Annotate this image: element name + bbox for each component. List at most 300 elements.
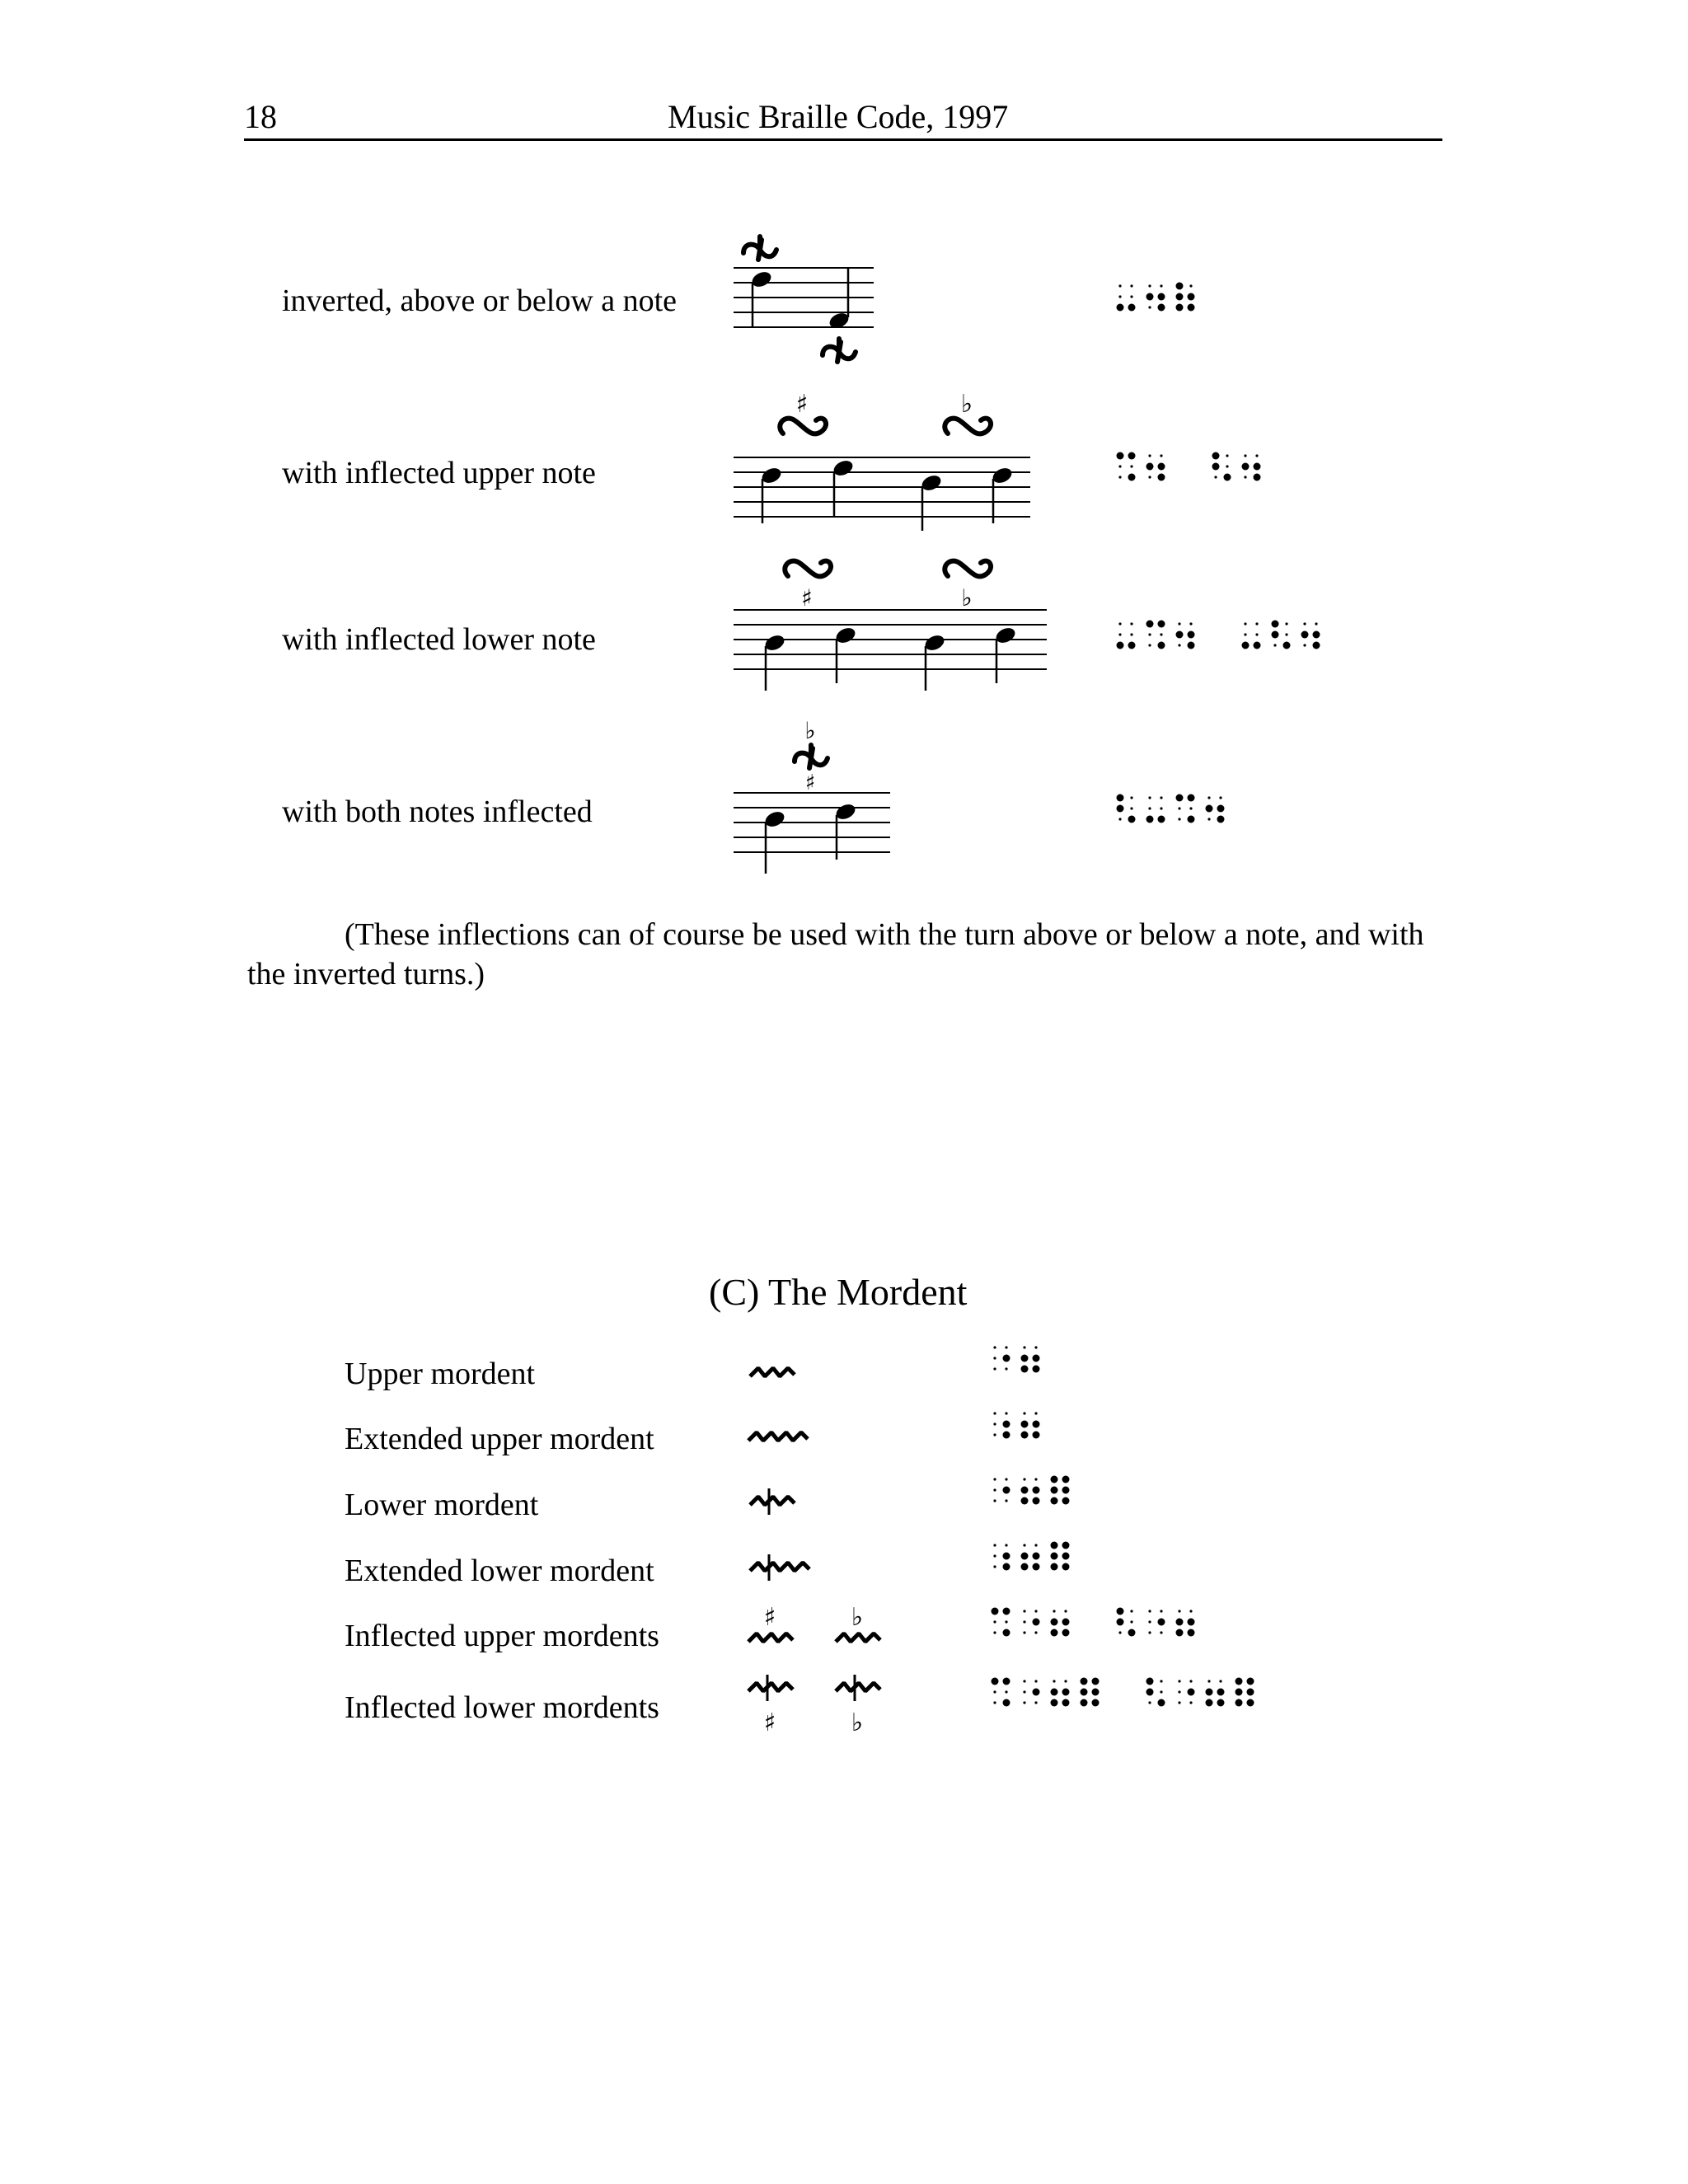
braille-dot-raised [1236, 1689, 1243, 1696]
braille-cell [1117, 452, 1136, 481]
braille-dot-raised [1033, 1497, 1040, 1505]
inverted-turn-icon [823, 339, 856, 362]
braille-dot-raised [1003, 1608, 1010, 1615]
inverted-turn-icon [743, 237, 776, 260]
braille-dot-flat [1023, 1680, 1025, 1682]
braille-dot-raised [1021, 1421, 1029, 1428]
braille-dot-raised [1188, 293, 1195, 301]
flat-accidental: ♭ [851, 1603, 864, 1632]
braille-dot-flat [1285, 633, 1287, 635]
braille-dot-raised [1033, 1563, 1040, 1571]
example-label-inverted: inverted, above or below a note [282, 284, 678, 318]
braille-dot-flat [1303, 622, 1306, 625]
braille-dot-flat [1160, 1690, 1162, 1693]
braille-cell [1146, 621, 1165, 649]
braille-inflected-upper [1117, 452, 1364, 485]
upper-mordent-icon [748, 1361, 798, 1386]
braille-cell [1117, 622, 1136, 649]
braille-dot-raised [1176, 283, 1184, 290]
braille-dot-flat [1023, 1701, 1025, 1704]
braille-cell [993, 1544, 1010, 1570]
braille-dot-raised [992, 1678, 999, 1685]
braille-dot-raised [1081, 1689, 1088, 1696]
braille-both-inflected [1117, 794, 1364, 827]
braille-dot-flat [1148, 284, 1151, 287]
braille-dot-raised [1021, 1553, 1029, 1560]
braille-dot-raised [1033, 1487, 1040, 1494]
braille-dot-raised [1146, 293, 1154, 301]
braille-dot-flat [1034, 1701, 1037, 1704]
braille-dot-flat [1023, 1610, 1025, 1612]
braille-dot-flat [1148, 454, 1151, 457]
braille-dot-flat [993, 1346, 996, 1348]
braille-dot-raised [1033, 1432, 1040, 1439]
braille-dot-flat [993, 1544, 996, 1546]
braille-cell [1206, 796, 1225, 823]
braille-dot-raised [1033, 1355, 1040, 1362]
braille-cell [1023, 1610, 1039, 1633]
braille-dot-flat [1130, 284, 1132, 287]
braille-dot-flat [993, 1701, 996, 1704]
page-number: 18 [244, 98, 277, 135]
header-rule [244, 138, 1442, 141]
braille-dot-flat [1178, 644, 1180, 646]
braille-dot-raised [1081, 1699, 1088, 1707]
braille-dot-raised [1158, 463, 1165, 471]
braille-dot-raised [1254, 642, 1261, 649]
braille-dot-raised [1283, 642, 1291, 649]
braille-dot-flat [1219, 796, 1221, 799]
upper-mordent-icon [836, 1633, 880, 1642]
braille-dot-flat [1189, 1701, 1192, 1704]
sharp-accidental: ♯ [763, 1603, 776, 1632]
braille-dot-raised [1242, 463, 1250, 471]
lower-mordent-icon [836, 1683, 880, 1691]
mordent-label-inflected-upper: Inflected upper mordents [345, 1619, 659, 1653]
flat-accidental: ♭ [804, 717, 816, 744]
braille-dot-raised [1117, 452, 1124, 460]
braille-dot-flat [1244, 454, 1246, 457]
braille-dot-raised [1146, 1678, 1154, 1685]
braille-dot-raised [1021, 1366, 1029, 1373]
braille-dot-flat [1023, 1412, 1025, 1414]
braille-cell [1021, 1544, 1040, 1570]
braille-dot-flat [1189, 622, 1192, 625]
braille-cell [1236, 1678, 1254, 1707]
braille-cell [1023, 1680, 1039, 1704]
braille-cell [1176, 283, 1195, 312]
braille-dot-raised [1212, 463, 1220, 471]
braille-dot-raised [1188, 816, 1195, 823]
braille-dot-raised [1003, 1355, 1010, 1362]
braille-dot-raised [1206, 805, 1213, 813]
braille-cell [1272, 621, 1291, 649]
braille-dot-flat [993, 1631, 996, 1633]
braille-dot-flat [1034, 1610, 1037, 1612]
braille-dot-flat [1023, 1544, 1025, 1546]
braille-cell [1146, 284, 1165, 311]
braille-dot-flat [1219, 1680, 1221, 1682]
braille-dot-raised [1003, 1487, 1010, 1494]
braille-cell [1021, 1412, 1040, 1438]
sharp-accidental: ♯ [795, 390, 809, 419]
braille-dot-raised [1062, 1487, 1070, 1494]
braille-dot-flat [1178, 1690, 1180, 1693]
braille-dot-raised [1176, 1629, 1184, 1637]
braille-cell [1117, 794, 1136, 823]
mordent-label-inflected-lower: Inflected lower mordents [345, 1690, 659, 1725]
braille-dot-raised [1176, 631, 1184, 639]
staff-example-both-inflected [725, 717, 898, 882]
braille-dot-raised [1176, 304, 1184, 312]
braille-dot-flat [1244, 633, 1246, 635]
braille-dot-flat [1118, 622, 1121, 625]
braille-dot-raised [1003, 1678, 1010, 1685]
braille-dot-flat [1064, 1610, 1067, 1612]
braille-dot-raised [1188, 1689, 1195, 1696]
sharp-accidental: ♯ [763, 1708, 776, 1737]
turn-icon [945, 419, 991, 434]
braille-dot-flat [993, 1412, 996, 1414]
braille-dot-raised [1062, 1542, 1070, 1549]
braille-cell [1117, 284, 1136, 311]
braille-dot-raised [1206, 1699, 1213, 1707]
braille-dot-flat [1148, 476, 1151, 478]
braille-cell [993, 1346, 1010, 1370]
braille-dot-flat [1118, 818, 1121, 820]
braille-dot-flat [1148, 807, 1151, 809]
braille-dot-flat [1148, 796, 1151, 799]
braille-dot-raised [1062, 1476, 1070, 1483]
braille-dot-flat [1005, 1499, 1007, 1502]
braille-cell [992, 1608, 1010, 1637]
braille-dot-raised [1206, 1689, 1213, 1696]
braille-dot-raised [1117, 805, 1124, 813]
braille-dot-flat [993, 1422, 996, 1425]
braille-cell [1242, 622, 1261, 649]
extended-upper-mordent-icon [747, 1426, 813, 1451]
braille-dot-flat [1023, 1631, 1025, 1633]
braille-dot-flat [993, 1565, 996, 1568]
braille-dot-raised [1062, 1497, 1070, 1505]
flat-accidental: ♭ [961, 584, 973, 612]
braille-dot-raised [1158, 1699, 1165, 1707]
braille-dot-raised [1117, 1608, 1124, 1615]
braille-dot-raised [1176, 293, 1184, 301]
flat-accidental: ♭ [851, 1708, 864, 1737]
braille-dot-flat [1034, 1631, 1037, 1633]
braille-cell [1176, 1610, 1195, 1636]
braille-dot-raised [1247, 1699, 1254, 1707]
braille-cell [1081, 1678, 1100, 1707]
braille-dot-flat [1118, 633, 1121, 635]
braille-dot-raised [1158, 293, 1165, 301]
braille-dot-flat [1178, 818, 1180, 820]
braille-dot-raised [1236, 1678, 1243, 1685]
braille-dot-flat [1005, 1620, 1007, 1623]
braille-dot-raised [1217, 1699, 1225, 1707]
braille-dot-flat [1148, 1631, 1151, 1633]
braille-dot-flat [993, 1367, 996, 1370]
braille-dot-flat [1189, 1680, 1192, 1682]
braille-cell [1021, 1478, 1040, 1504]
braille-cell [1051, 1476, 1070, 1505]
braille-dot-raised [992, 1608, 999, 1615]
section-title: (C) The Mordent [709, 1271, 968, 1313]
braille-dot-flat [993, 1488, 996, 1491]
mordent-label-lower: Lower mordent [345, 1488, 539, 1522]
braille-dot-flat [1130, 796, 1132, 799]
braille-dot-raised [1092, 1689, 1100, 1696]
turn-icon [945, 561, 991, 577]
braille-dot-raised [1247, 1689, 1254, 1696]
braille-cell [1176, 794, 1195, 823]
braille-dot-flat [1023, 1346, 1025, 1348]
flat-accidental: ♭ [960, 390, 973, 419]
braille-dot-raised [1021, 1563, 1029, 1571]
braille-dot-flat [1023, 1620, 1025, 1623]
braille-dot-raised [1128, 452, 1136, 460]
braille-extended-lower-mordent [992, 1541, 1239, 1574]
braille-dot-flat [1178, 1701, 1180, 1704]
braille-dot-flat [1118, 476, 1121, 478]
braille-dot-flat [993, 1690, 996, 1693]
braille-dot-flat [993, 1554, 996, 1557]
braille-dot-raised [1188, 794, 1195, 802]
braille-dot-raised [1051, 1553, 1058, 1560]
braille-dot-flat [993, 1357, 996, 1359]
turn-icon [780, 419, 826, 434]
braille-dot-flat [1148, 1701, 1151, 1704]
turn-icon [785, 561, 831, 577]
braille-dot-raised [1158, 304, 1165, 312]
example-label-inflected-upper: with inflected upper note [282, 456, 596, 490]
braille-dot-raised [1188, 1629, 1195, 1637]
braille-cell [1117, 1608, 1136, 1637]
braille-dot-raised [1212, 452, 1220, 460]
braille-dot-raised [1217, 805, 1225, 813]
braille-dot-raised [1128, 816, 1136, 823]
running-title: Music Braille Code, 1997 [668, 98, 1009, 135]
braille-dot-raised [1242, 642, 1250, 649]
braille-cell [993, 1478, 1010, 1502]
inflected-lower-mordent-sharp [747, 1673, 804, 1739]
braille-dot-raised [1033, 1421, 1040, 1428]
braille-dot-flat [1130, 807, 1132, 809]
sharp-accidental: ♯ [801, 584, 813, 612]
braille-dot-flat [1214, 476, 1217, 478]
braille-dot-flat [1130, 1620, 1132, 1623]
braille-dot-flat [1160, 1610, 1162, 1612]
braille-dot-flat [1315, 622, 1317, 625]
braille-dot-raised [1081, 1678, 1088, 1685]
braille-dot-raised [1003, 1563, 1010, 1571]
braille-dot-raised [1092, 1699, 1100, 1707]
braille-dot-flat [1226, 465, 1228, 467]
braille-dot-raised [1146, 463, 1154, 471]
braille-dot-flat [1005, 1412, 1007, 1414]
braille-cell [1051, 1610, 1070, 1636]
staff-example-inverted [725, 235, 890, 375]
braille-dot-flat [1148, 644, 1151, 646]
braille-dot-raised [1158, 474, 1165, 481]
braille-dot-flat [1207, 1680, 1210, 1682]
braille-dot-raised [1272, 631, 1279, 639]
braille-dot-flat [1130, 295, 1132, 298]
braille-dot-raised [1051, 1542, 1058, 1549]
braille-dot-flat [1118, 1631, 1121, 1633]
braille-dot-raised [1236, 1699, 1243, 1707]
braille-dot-raised [1033, 1619, 1040, 1626]
braille-dot-flat [1189, 807, 1192, 809]
braille-dot-flat [1148, 306, 1151, 308]
braille-dot-raised [1188, 642, 1195, 649]
braille-dot-raised [1254, 474, 1261, 481]
braille-dot-raised [1062, 1563, 1070, 1571]
braille-dot-raised [1051, 1629, 1058, 1637]
braille-dot-raised [1158, 621, 1165, 628]
lower-mordent-icon [748, 1487, 798, 1516]
braille-dot-raised [1003, 1553, 1010, 1560]
braille-dot-flat [1178, 1610, 1180, 1612]
braille-dot-raised [1092, 1678, 1100, 1685]
lower-mordent-icon [748, 1683, 793, 1691]
braille-dot-raised [1003, 1432, 1010, 1439]
braille-cell [992, 1678, 1010, 1707]
braille-dot-raised [1146, 621, 1154, 628]
braille-cell [1021, 1346, 1040, 1372]
braille-dot-flat [1005, 1367, 1007, 1370]
braille-dot-raised [1021, 1497, 1029, 1505]
braille-dot-flat [1148, 1620, 1151, 1623]
braille-dot-raised [1033, 1366, 1040, 1373]
braille-dot-flat [1130, 1610, 1132, 1612]
braille-upper-mordent [992, 1343, 1239, 1376]
braille-dot-flat [1023, 1478, 1025, 1480]
braille-dot-raised [1051, 1476, 1058, 1483]
braille-dot-flat [1005, 1478, 1007, 1480]
braille-dot-flat [1034, 1346, 1037, 1348]
braille-dot-raised [1224, 474, 1231, 481]
braille-dot-flat [1178, 1680, 1180, 1682]
braille-dot-flat [1034, 1544, 1037, 1546]
braille-dot-flat [1207, 796, 1210, 799]
braille-dot-flat [1160, 807, 1162, 809]
braille-dot-flat [1118, 284, 1121, 287]
braille-inflected-upper-mordents [992, 1607, 1321, 1640]
braille-dot-raised [1051, 1689, 1058, 1696]
braille-cell [1301, 622, 1320, 649]
braille-cell [993, 1412, 1010, 1438]
braille-dot-raised [1021, 1432, 1029, 1439]
braille-dot-raised [1062, 1619, 1070, 1626]
braille-dot-flat [1118, 295, 1121, 298]
braille-dot-raised [1158, 1619, 1165, 1626]
braille-dot-raised [1158, 642, 1165, 649]
braille-dot-raised [1128, 474, 1136, 481]
braille-dot-flat [1130, 465, 1132, 467]
braille-dot-flat [993, 1478, 996, 1480]
braille-cell [1051, 1542, 1070, 1571]
braille-dot-flat [1148, 633, 1151, 635]
braille-lower-mordent [992, 1475, 1239, 1508]
braille-dot-flat [1034, 1680, 1037, 1682]
braille-dot-raised [1003, 1629, 1010, 1637]
braille-dot-flat [993, 1620, 996, 1623]
braille-dot-raised [1003, 1699, 1010, 1707]
braille-dot-raised [1051, 1487, 1058, 1494]
braille-dot-flat [1160, 1631, 1162, 1633]
braille-dot-raised [1128, 1629, 1136, 1637]
braille-dot-raised [1158, 816, 1165, 823]
braille-dot-raised [1062, 1689, 1070, 1696]
braille-dot-raised [1051, 1619, 1058, 1626]
braille-dot-flat [1148, 1610, 1151, 1612]
braille-dot-raised [1051, 1699, 1058, 1707]
braille-inflected-lower [1117, 620, 1414, 653]
mordent-label-extended-upper: Extended upper mordent [345, 1422, 654, 1456]
braille-dot-raised [1188, 1619, 1195, 1626]
sharp-accidental: ♯ [804, 771, 816, 795]
braille-extended-upper-mordent [992, 1409, 1239, 1442]
braille-dot-raised [1117, 304, 1124, 312]
braille-dot-flat [1023, 1690, 1025, 1693]
braille-dot-raised [1313, 642, 1320, 649]
braille-dot-raised [1021, 1487, 1029, 1494]
braille-inverted-turn [1117, 282, 1364, 315]
braille-dot-flat [1178, 622, 1180, 625]
example-label-inflected-lower: with inflected lower note [282, 622, 596, 657]
braille-dot-flat [1160, 284, 1162, 287]
braille-dot-raised [1062, 1553, 1070, 1560]
braille-dot-raised [1301, 631, 1309, 639]
braille-dot-raised [1272, 621, 1279, 628]
braille-dot-flat [1034, 1412, 1037, 1414]
staff-example-inflected-upper [725, 390, 1039, 544]
braille-dot-raised [1128, 642, 1136, 649]
braille-dot-flat [1285, 622, 1287, 625]
braille-dot-raised [1062, 1699, 1070, 1707]
upper-mordent-icon [748, 1633, 793, 1642]
braille-dot-flat [993, 1433, 996, 1436]
braille-dot-raised [1176, 1619, 1184, 1626]
inflected-upper-mordent-flat [834, 1599, 892, 1657]
braille-dot-raised [1021, 1355, 1029, 1362]
staff-example-inflected-lower [725, 556, 1055, 705]
inflected-upper-mordent-sharp [747, 1599, 804, 1657]
braille-dot-flat [1160, 454, 1162, 457]
inflected-lower-mordent-flat [834, 1673, 892, 1739]
braille-dot-flat [1053, 1610, 1055, 1612]
extended-lower-mordent-icon [748, 1553, 814, 1582]
braille-dot-raised [1254, 463, 1261, 471]
braille-cell [1146, 796, 1165, 823]
braille-dot-flat [993, 1499, 996, 1502]
braille-dot-flat [1160, 633, 1162, 635]
braille-dot-raised [1313, 631, 1320, 639]
braille-cell [1176, 622, 1195, 649]
braille-dot-flat [1303, 644, 1306, 646]
braille-dot-flat [1053, 1680, 1055, 1682]
braille-cell [1051, 1680, 1070, 1706]
inverted-turn-icon [795, 745, 828, 768]
braille-dot-flat [1244, 622, 1246, 625]
braille-dot-raised [1146, 1689, 1154, 1696]
braille-dot-raised [1217, 816, 1225, 823]
braille-dot-flat [1207, 818, 1210, 820]
braille-dot-flat [1130, 633, 1132, 635]
braille-dot-flat [1118, 465, 1121, 467]
